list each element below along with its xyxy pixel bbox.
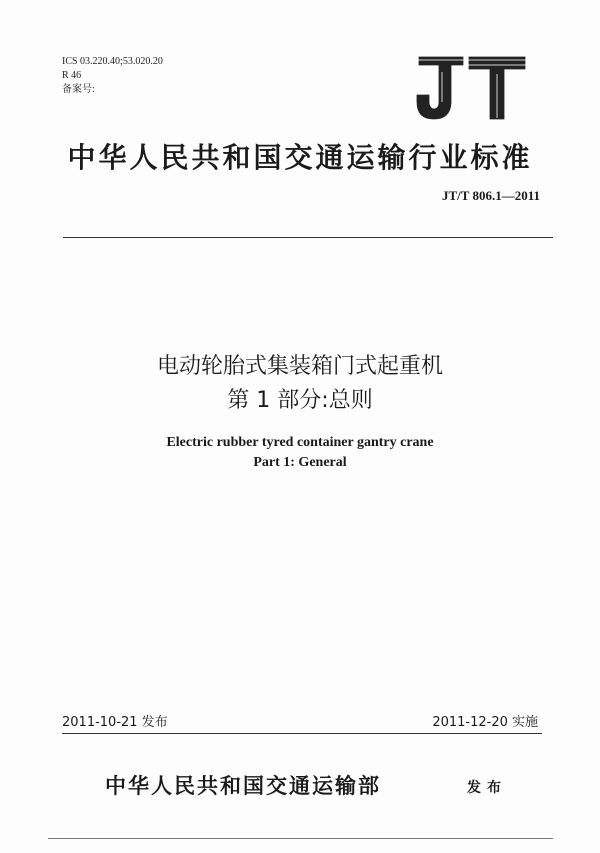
title-cn-line-2: 第 1 部分:总则 [227,388,373,413]
title-en-line-1: Electric rubber tyred container gantry crane [166,435,434,450]
publish-label: 发布 [467,780,507,796]
title-cn-line-1: 电动轮胎式集装箱门式起重机 [156,354,443,379]
jt-logo [412,52,530,124]
document-title-english [0,433,600,473]
standard-category-title: 中华人民共和国交通运输行业标准 [67,141,533,174]
footer-divider [62,733,542,734]
header-divider [63,237,553,238]
publisher-name: 中华人民共和国交通运输部 [105,774,381,798]
standard-number: JT/T 806.1—2011 [441,188,540,203]
document-title-chinese [0,350,600,418]
ics-code: ICS 03.220.40;53.020.20 [62,56,163,67]
effective-date: 2011-12-20 实施 [432,715,538,730]
category-code: R 46 [62,70,82,81]
title-en-line-2: Part 1: General [253,455,347,470]
record-number-label: 备案号: [62,84,95,95]
issue-date: 2011-10-21 发布 [62,715,168,730]
page-bottom-border [48,838,553,839]
classification-block [62,55,163,97]
